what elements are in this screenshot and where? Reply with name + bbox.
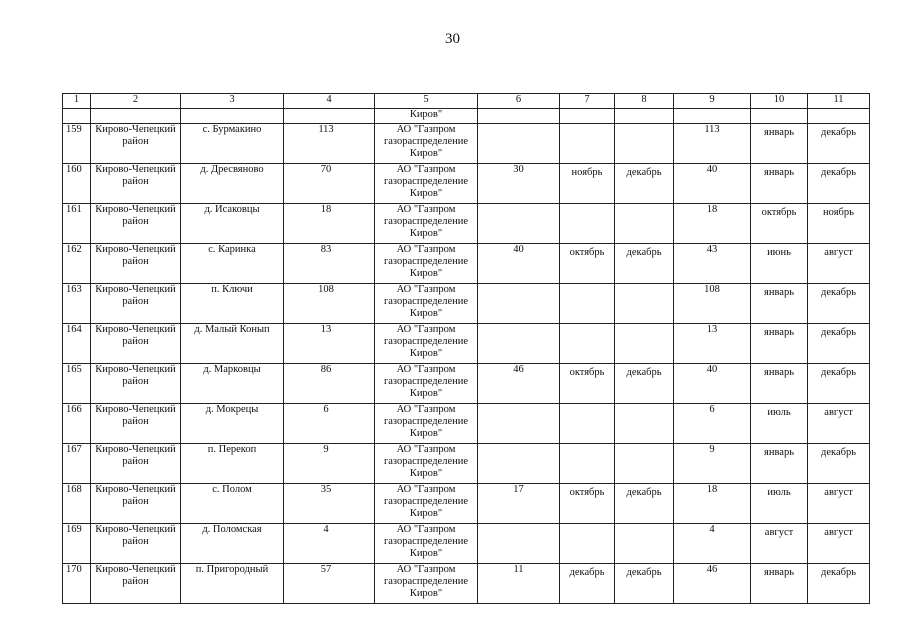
table-row bbox=[63, 244, 870, 284]
stage1-start-cell bbox=[560, 524, 615, 564]
district-cell: Кирово-Чепецкий район bbox=[91, 324, 181, 364]
stage1-end-cell: декабрь bbox=[615, 564, 674, 604]
continuation-cell bbox=[284, 109, 375, 124]
district-cell: Кирово-Чепецкий район bbox=[91, 404, 181, 444]
operator-cell: АО "Газпром газораспределение Киров" bbox=[375, 524, 478, 564]
header-row bbox=[63, 94, 870, 109]
district-cell: Кирово-Чепецкий район bbox=[91, 364, 181, 404]
total-count-cell: 9 bbox=[284, 444, 375, 484]
continuation-cell bbox=[91, 109, 181, 124]
row-number-cell: 164 bbox=[63, 324, 91, 364]
stage2-end-cell: декабрь bbox=[808, 164, 870, 204]
settlement-cell: с. Каринка bbox=[181, 244, 284, 284]
settlement-cell: п. Перекоп bbox=[181, 444, 284, 484]
stage1-end-cell bbox=[615, 204, 674, 244]
continuation-cell bbox=[674, 109, 751, 124]
stage2-end-cell: август bbox=[808, 244, 870, 284]
column-header-2: 2 bbox=[91, 94, 181, 109]
stage2-end-cell: август bbox=[808, 484, 870, 524]
stage1-count-cell bbox=[478, 324, 560, 364]
stage2-start-cell: январь bbox=[751, 564, 808, 604]
settlement-cell: п. Ключи bbox=[181, 284, 284, 324]
stage2-start-cell: июль bbox=[751, 484, 808, 524]
operator-cell: АО "Газпром газораспределение Киров" bbox=[375, 444, 478, 484]
page-number: 30 bbox=[445, 31, 460, 47]
row-number-cell: 160 bbox=[63, 164, 91, 204]
stage1-count-cell: 30 bbox=[478, 164, 560, 204]
stage1-count-cell bbox=[478, 444, 560, 484]
operator-cell: АО "Газпром газораспределение Киров" bbox=[375, 364, 478, 404]
operator-cell: АО "Газпром газораспределение Киров" bbox=[375, 244, 478, 284]
table-row bbox=[63, 364, 870, 404]
stage2-end-cell: декабрь bbox=[808, 564, 870, 604]
operator-cell: АО "Газпром газораспределение Киров" bbox=[375, 124, 478, 164]
operator-cell: АО "Газпром газораспределение Киров" bbox=[375, 404, 478, 444]
table-row bbox=[63, 324, 870, 364]
settlement-cell: д. Мокрецы bbox=[181, 404, 284, 444]
stage1-start-cell bbox=[560, 404, 615, 444]
continuation-cell: Киров" bbox=[375, 109, 478, 124]
stage2-count-cell: 43 bbox=[674, 244, 751, 284]
continuation-cell bbox=[63, 109, 91, 124]
district-cell: Кирово-Чепецкий район bbox=[91, 124, 181, 164]
table-row bbox=[63, 484, 870, 524]
table-row bbox=[63, 204, 870, 244]
column-header-1: 1 bbox=[63, 94, 91, 109]
stage2-end-cell: август bbox=[808, 404, 870, 444]
total-count-cell: 35 bbox=[284, 484, 375, 524]
table-row bbox=[63, 284, 870, 324]
table-row bbox=[63, 164, 870, 204]
column-header-11: 11 bbox=[808, 94, 870, 109]
stage2-start-cell: январь bbox=[751, 364, 808, 404]
total-count-cell: 108 bbox=[284, 284, 375, 324]
stage1-end-cell bbox=[615, 324, 674, 364]
column-header-8: 8 bbox=[615, 94, 674, 109]
stage1-count-cell: 17 bbox=[478, 484, 560, 524]
stage2-end-cell: декабрь bbox=[808, 284, 870, 324]
continuation-row bbox=[63, 109, 870, 124]
stage1-end-cell bbox=[615, 124, 674, 164]
column-header-7: 7 bbox=[560, 94, 615, 109]
stage1-count-cell bbox=[478, 524, 560, 564]
district-cell: Кирово-Чепецкий район bbox=[91, 204, 181, 244]
stage2-start-cell: январь bbox=[751, 164, 808, 204]
total-count-cell: 57 bbox=[284, 564, 375, 604]
total-count-cell: 86 bbox=[284, 364, 375, 404]
stage1-end-cell bbox=[615, 444, 674, 484]
stage2-count-cell: 6 bbox=[674, 404, 751, 444]
stage2-count-cell: 40 bbox=[674, 164, 751, 204]
stage1-start-cell bbox=[560, 124, 615, 164]
table-header bbox=[63, 94, 870, 109]
stage2-count-cell: 18 bbox=[674, 484, 751, 524]
district-cell: Кирово-Чепецкий район bbox=[91, 444, 181, 484]
stage1-start-cell bbox=[560, 204, 615, 244]
stage1-count-cell: 11 bbox=[478, 564, 560, 604]
table-row bbox=[63, 444, 870, 484]
stage2-start-cell: январь bbox=[751, 324, 808, 364]
stage1-count-cell bbox=[478, 124, 560, 164]
settlement-cell: с. Полом bbox=[181, 484, 284, 524]
total-count-cell: 70 bbox=[284, 164, 375, 204]
column-header-6: 6 bbox=[478, 94, 560, 109]
continuation-cell bbox=[615, 109, 674, 124]
total-count-cell: 113 bbox=[284, 124, 375, 164]
settlement-cell: д. Поломская bbox=[181, 524, 284, 564]
operator-cell: АО "Газпром газораспределение Киров" bbox=[375, 204, 478, 244]
column-header-9: 9 bbox=[674, 94, 751, 109]
table-row bbox=[63, 524, 870, 564]
stage2-start-cell: январь bbox=[751, 284, 808, 324]
register-table bbox=[62, 93, 870, 604]
stage1-count-cell bbox=[478, 284, 560, 324]
row-number-cell: 161 bbox=[63, 204, 91, 244]
row-number-cell: 170 bbox=[63, 564, 91, 604]
row-number-cell: 169 bbox=[63, 524, 91, 564]
settlement-cell: п. Пригородный bbox=[181, 564, 284, 604]
stage2-end-cell: декабрь bbox=[808, 124, 870, 164]
district-cell: Кирово-Чепецкий район bbox=[91, 284, 181, 324]
operator-cell: АО "Газпром газораспределение Киров" bbox=[375, 164, 478, 204]
stage1-end-cell: декабрь bbox=[615, 164, 674, 204]
stage1-count-cell: 46 bbox=[478, 364, 560, 404]
table-row bbox=[63, 564, 870, 604]
stage1-start-cell bbox=[560, 324, 615, 364]
column-header-10: 10 bbox=[751, 94, 808, 109]
row-number-cell: 159 bbox=[63, 124, 91, 164]
operator-cell: АО "Газпром газораспределение Киров" bbox=[375, 564, 478, 604]
stage2-start-cell: октябрь bbox=[751, 204, 808, 244]
continuation-cell bbox=[560, 109, 615, 124]
stage1-end-cell bbox=[615, 524, 674, 564]
stage1-count-cell bbox=[478, 404, 560, 444]
stage1-start-cell: октябрь bbox=[560, 484, 615, 524]
continuation-cell bbox=[751, 109, 808, 124]
stage1-end-cell: декабрь bbox=[615, 244, 674, 284]
stage1-start-cell bbox=[560, 284, 615, 324]
total-count-cell: 6 bbox=[284, 404, 375, 444]
continuation-cell bbox=[808, 109, 870, 124]
stage2-start-cell: январь bbox=[751, 444, 808, 484]
stage2-count-cell: 113 bbox=[674, 124, 751, 164]
row-number-cell: 162 bbox=[63, 244, 91, 284]
operator-cell: АО "Газпром газораспределение Киров" bbox=[375, 284, 478, 324]
stage1-start-cell: декабрь bbox=[560, 564, 615, 604]
stage2-count-cell: 40 bbox=[674, 364, 751, 404]
district-cell: Кирово-Чепецкий район bbox=[91, 524, 181, 564]
stage2-start-cell: июнь bbox=[751, 244, 808, 284]
stage1-start-cell bbox=[560, 444, 615, 484]
continuation-cell bbox=[478, 109, 560, 124]
stage1-end-cell: декабрь bbox=[615, 364, 674, 404]
operator-cell: АО "Газпром газораспределение Киров" bbox=[375, 324, 478, 364]
stage2-start-cell: январь bbox=[751, 124, 808, 164]
stage2-start-cell: август bbox=[751, 524, 808, 564]
stage2-count-cell: 9 bbox=[674, 444, 751, 484]
settlement-cell: д. Марковцы bbox=[181, 364, 284, 404]
total-count-cell: 18 bbox=[284, 204, 375, 244]
column-header-5: 5 bbox=[375, 94, 478, 109]
column-header-3: 3 bbox=[181, 94, 284, 109]
stage1-count-cell bbox=[478, 204, 560, 244]
stage2-end-cell: декабрь bbox=[808, 324, 870, 364]
district-cell: Кирово-Чепецкий район bbox=[91, 164, 181, 204]
settlement-cell: д. Малый Конып bbox=[181, 324, 284, 364]
stage1-start-cell: ноябрь bbox=[560, 164, 615, 204]
stage2-end-cell: ноябрь bbox=[808, 204, 870, 244]
stage1-end-cell: декабрь bbox=[615, 484, 674, 524]
row-number-cell: 163 bbox=[63, 284, 91, 324]
stage2-count-cell: 13 bbox=[674, 324, 751, 364]
settlement-cell: с. Бурмакино bbox=[181, 124, 284, 164]
district-cell: Кирово-Чепецкий район bbox=[91, 244, 181, 284]
stage1-start-cell: октябрь bbox=[560, 364, 615, 404]
stage2-start-cell: июль bbox=[751, 404, 808, 444]
settlement-cell: д. Дресвяново bbox=[181, 164, 284, 204]
table-body bbox=[63, 109, 870, 604]
stage2-count-cell: 18 bbox=[674, 204, 751, 244]
stage2-end-cell: август bbox=[808, 524, 870, 564]
stage1-start-cell: октябрь bbox=[560, 244, 615, 284]
total-count-cell: 83 bbox=[284, 244, 375, 284]
stage2-end-cell: декабрь bbox=[808, 364, 870, 404]
operator-cell: АО "Газпром газораспределение Киров" bbox=[375, 484, 478, 524]
total-count-cell: 13 bbox=[284, 324, 375, 364]
column-header-4: 4 bbox=[284, 94, 375, 109]
stage1-count-cell: 40 bbox=[478, 244, 560, 284]
settlement-cell: д. Исаковцы bbox=[181, 204, 284, 244]
row-number-cell: 165 bbox=[63, 364, 91, 404]
row-number-cell: 166 bbox=[63, 404, 91, 444]
total-count-cell: 4 bbox=[284, 524, 375, 564]
stage1-end-cell bbox=[615, 284, 674, 324]
table-row bbox=[63, 404, 870, 444]
stage2-count-cell: 4 bbox=[674, 524, 751, 564]
stage1-end-cell bbox=[615, 404, 674, 444]
district-cell: Кирово-Чепецкий район bbox=[91, 564, 181, 604]
continuation-cell bbox=[181, 109, 284, 124]
district-cell: Кирово-Чепецкий район bbox=[91, 484, 181, 524]
stage2-end-cell: декабрь bbox=[808, 444, 870, 484]
table-row bbox=[63, 124, 870, 164]
row-number-cell: 167 bbox=[63, 444, 91, 484]
stage2-count-cell: 46 bbox=[674, 564, 751, 604]
row-number-cell: 168 bbox=[63, 484, 91, 524]
stage2-count-cell: 108 bbox=[674, 284, 751, 324]
